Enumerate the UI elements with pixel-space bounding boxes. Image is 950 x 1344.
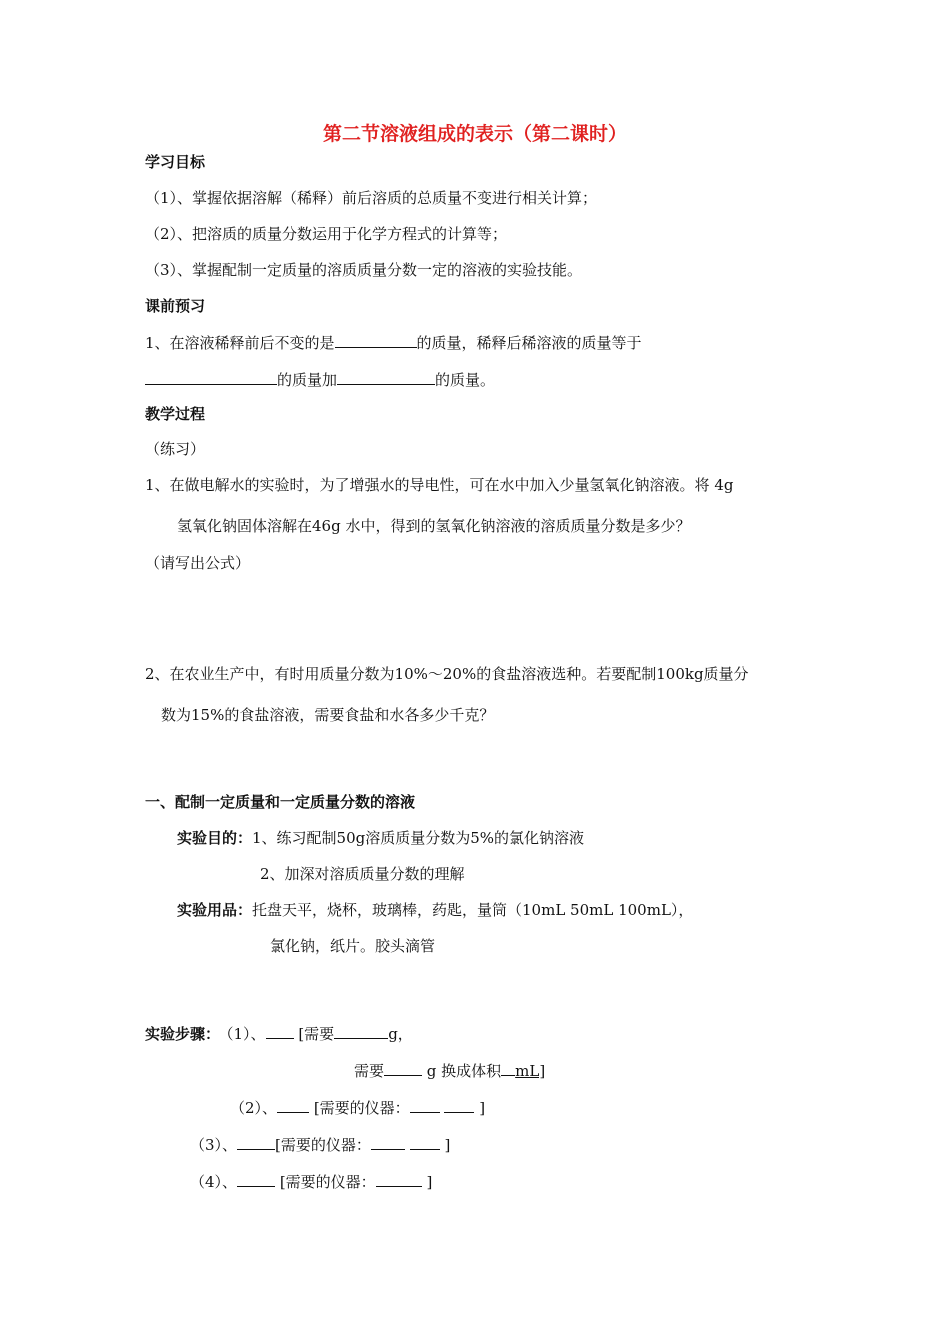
step-3 (190, 1133, 450, 1155)
preview-question-1 (145, 331, 642, 353)
step-text: [需要的仪器： (275, 1136, 371, 1154)
step-text: g， (388, 1025, 413, 1043)
step-4 (190, 1170, 432, 1192)
step-text: ] (474, 1099, 486, 1117)
answer-blank[interactable] (410, 1096, 440, 1113)
answer-blank[interactable] (444, 1096, 474, 1113)
section-heading: 一、配制一定质量和一定质量分数的溶液 (145, 793, 416, 811)
answer-blank[interactable] (237, 1133, 275, 1150)
practice-question-2-cont: 数为15%的食盐溶液，需要食盐和水各多少千克？ (161, 706, 495, 724)
materials-label: 实验用品： (177, 901, 253, 919)
step-1 (145, 1022, 413, 1044)
step-2 (230, 1096, 485, 1118)
formula-hint: （请写出公式） (145, 554, 251, 572)
answer-blank[interactable] (384, 1059, 422, 1076)
answer-blank[interactable] (237, 1170, 275, 1187)
step-text: [需要 (293, 1025, 335, 1043)
answer-blank[interactable] (335, 331, 417, 348)
goal-item: （1）、掌握依据溶解（稀释）前后溶质的总质量不变进行相关计算； (145, 189, 598, 207)
step-text: [需要的仪器： (309, 1099, 410, 1117)
materials-text: 托盘天平，烧杯，玻璃棒，药匙，量筒（10mL 50mL 100mL）， (252, 901, 694, 919)
answer-blank[interactable] (334, 1022, 388, 1039)
answer-blank[interactable] (371, 1133, 405, 1150)
step-1-cont (354, 1059, 545, 1081)
experiment-materials (177, 900, 693, 920)
question-text: 的质量。 (435, 371, 496, 389)
step-number: （4）、 (190, 1173, 238, 1191)
question-text: 的质量加 (277, 371, 338, 389)
practice-question-1: 1、在做电解水的实验时，为了增强水的导电性，可在水中加入少量氢氧化钠溶液。将 4g (145, 476, 734, 494)
preview-question-1-cont (145, 368, 495, 390)
step-number: （2）、 (230, 1099, 278, 1117)
step-text: [需要的仪器： (275, 1173, 376, 1191)
process-heading: 教学过程 (145, 405, 206, 423)
materials-text: 氯化钠，纸片。胶头滴管 (270, 937, 436, 955)
answer-blank[interactable] (376, 1170, 422, 1187)
practice-label: （练习） (145, 440, 206, 458)
question-text: 的质量，稀释后稀溶液的质量等于 (416, 334, 642, 352)
answer-blank[interactable] (277, 1096, 309, 1113)
answer-blank[interactable] (266, 1022, 294, 1039)
goal-item: （3）、掌握配制一定质量的溶质质量分数一定的溶液的实验技能。 (145, 261, 583, 279)
experiment-purpose (177, 828, 584, 848)
purpose-text: 1、练习配制50g溶质质量分数为5%的氯化钠溶液 (252, 829, 585, 847)
goals-heading: 学习目标 (145, 153, 206, 171)
step-text: g 换成体积 (422, 1062, 502, 1080)
step-text: mL] (515, 1062, 546, 1080)
step-number: （3）、 (190, 1136, 238, 1154)
step-text: 需要 (354, 1062, 385, 1080)
answer-blank[interactable] (410, 1133, 440, 1150)
answer-blank[interactable] (337, 368, 435, 385)
steps-label: 实验步骤： (145, 1025, 221, 1043)
question-text: 1、在溶液稀释前后不变的是 (145, 334, 335, 352)
purpose-text: 2、加深对溶质质量分数的理解 (260, 865, 465, 883)
purpose-label: 实验目的： (177, 829, 253, 847)
step-number: （1）、 (226, 1025, 266, 1043)
goal-item: （2）、把溶质的质量分数运用于化学方程式的计算等； (145, 225, 508, 243)
step-text: ] (421, 1173, 433, 1191)
page-title: 第二节溶液组成的表示（第二课时） (322, 123, 627, 145)
answer-blank[interactable] (145, 368, 277, 385)
preview-heading: 课前预习 (145, 297, 206, 315)
step-text: ] (439, 1136, 451, 1154)
answer-blank[interactable] (501, 1059, 515, 1076)
practice-question-1-cont: 氢氧化钠固体溶解在46g 水中，得到的氢氧化钠溶液的溶质质量分数是多少？ (177, 517, 691, 535)
practice-question-2: 2、在农业生产中，有时用质量分数为10%～20%的食盐溶液选种。若要配制100kg质量分 (145, 665, 749, 683)
